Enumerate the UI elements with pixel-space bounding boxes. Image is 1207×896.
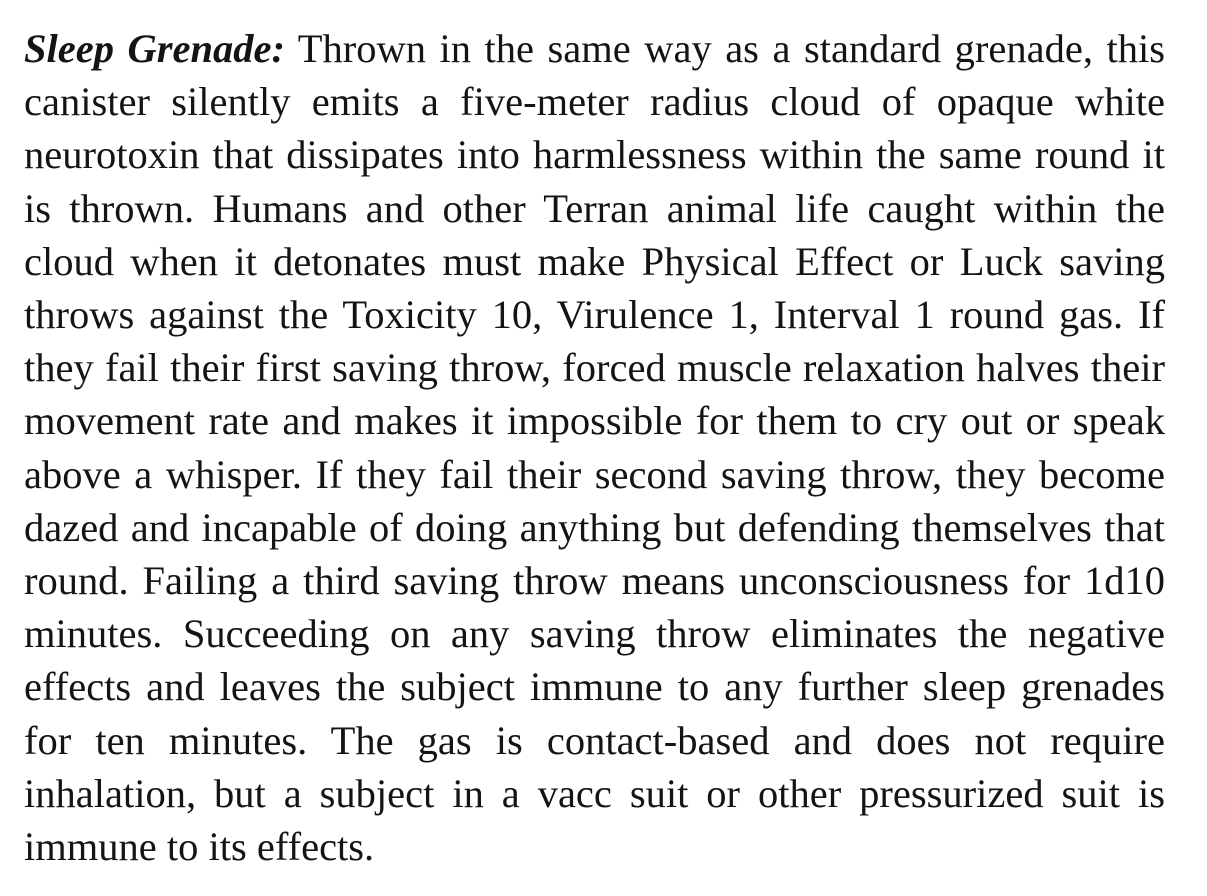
entry-body: Thrown in the same way as a standard grenade, this canister silently emits a five-meter radius cloud of opaque white neurotoxin that dissipates into harmlessness within the same round it is thrown. Humans and other Terran animal life caught within the cloud when it detonates must make Physical Effect or Luck saving throws against the Toxicity 10, Virulence 1, Interval 1 round gas. If they fail their first saving throw, forced muscle relaxation halves their movement rate and makes it impossible for them to cry out or speak above a whisper. If they fail their second saving throw, they become dazed and incapable of doing anything but defending themselves that round. Failing a third saving throw means unconsciousness for 1d10 minutes. Succeeding on any saving throw eliminates the negative effects and leaves the subject immune to any further sleep grenades for ten minutes. The gas is contact-based and does not require inhalation, but a subject in a vacc suit or other pressurized suit is immune to its effects.	[24, 26, 1165, 870]
entry-term: Sleep Grenade:	[24, 26, 285, 71]
document-page	[24, 22, 1165, 873]
sleep-grenade-entry	[24, 22, 1165, 873]
